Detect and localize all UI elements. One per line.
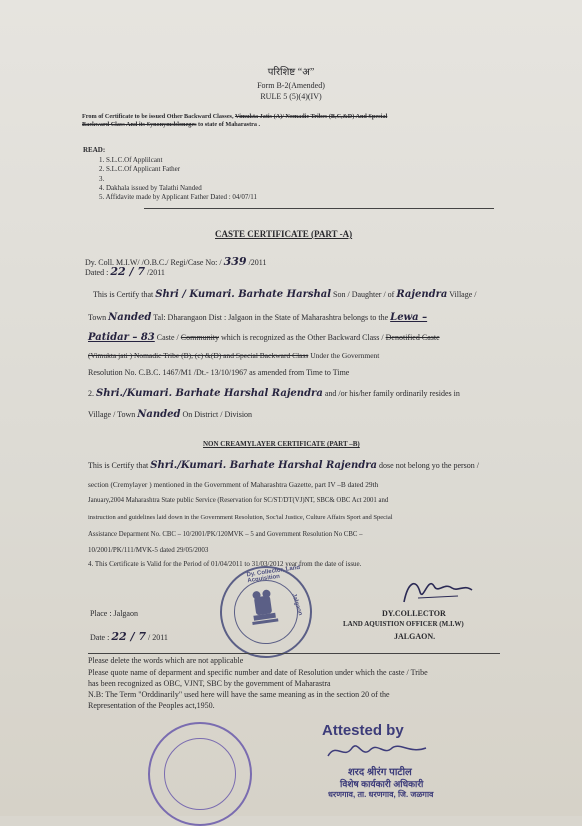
date-handwritten: 22 / 7 [111,630,146,643]
para-text: Town [88,313,107,322]
note-line: has been recognized as OBC, VJNT, SBC by the government of Maharastra [88,679,331,688]
read-item: 1. S.L.C.Of Applilcant [99,156,163,164]
date-label: Date : [90,633,110,642]
applicant-full-name: Shri./Kumari. Barhate Harshal Rajendra [96,388,323,399]
officer-signature-icon [398,572,478,612]
para-text: Tal: Dharangaon Dist : Jalgaon in the State of Maharashtra belongs to the [153,313,389,322]
divider [88,653,500,654]
attestation-seal [148,722,252,826]
marathi-title: परिशिष्ट “अ” [267,67,315,78]
noncreamy-line-2: section (Cremylayer ) mentioned in the Government of Maharashtra Gazette, part IV –B dated 29th [88,480,379,489]
intro-line-1 [82,113,387,120]
struck-text: (Vimukta jati ) Nomadic Tribe (B), (c) &(D) and Special Backward Class [88,351,309,360]
dated-handwritten: 22 / 7 [110,265,145,278]
read-item: 5. Affidavite made by Applicant Father Dated : 04/07/11 [99,193,258,201]
attesting-officer-name: शरद श्रीरंग पाटील [348,767,412,778]
dated-label: Dated : [85,268,109,277]
dated-line [85,265,165,278]
caste-name: Lewa – [390,312,428,323]
note-line: Representation of the Peoples act,1950. [88,701,215,710]
officer-title: DY.COLLECTOR [382,609,446,618]
issue-date-line [90,630,168,643]
para-number: 2. [88,389,94,398]
attesting-officer-designation: विशेष कार्यकारी अधिकारी [340,779,424,789]
read-item: 3. [99,175,105,183]
para-text: and /or his/her family ordinarily resides in [324,389,460,398]
case-year: /2011 [248,258,267,267]
seal-ring-text: Dy. Collector, Land Acquisition [246,564,301,585]
town-name: Nanded [137,409,181,420]
noncreamy-line-4: instruction and guidelines laid down in the Government Resolution, Soc'ial Justice, Culture Affairs Sport and Special [88,514,393,521]
para-text: dose not belong yo the person / [379,461,480,470]
form-number: Form B-2(Amended) [257,81,325,90]
para-text: which is recognized as the Other Backward Class / [221,333,384,342]
caste-para-line-1 [93,289,477,300]
para-text: This is Certify that [88,461,149,470]
validity-line: 4. This Certificate is Valid for the Period of 01/04/2011 to 31/03/2012 year from the date of issue. [88,560,362,568]
caste-para-line-7 [88,409,252,420]
intro-struck-text: Vimukta Jatis (A)/ Nomadic Tribes (B,C,&D) And Special [234,113,388,120]
place-line: Place : Jalgaon [90,609,138,618]
noncreamy-line-3: January,2004 Maharashtra State public Service (Reservation for SC/ST/DT(VJ)NT, SBC& OBC Act 2001 and [88,497,389,504]
noncreamy-line-6: 10/2001/PK/111/MVK-5 dated 29/05/2003 [88,546,209,554]
caste-certificate-title: CASTE CERTIFICATE (PART -A) [215,229,353,239]
intro-text: to state of Maharastra . [198,121,261,128]
struck-text: Denotified Caste [385,333,440,342]
para-text: Village / [449,290,477,299]
officer-location: JALGAON. [394,632,436,641]
para-text: Caste / [156,333,179,342]
caste-para-line-6 [88,388,460,399]
official-seal [214,560,318,664]
noncreamy-line-1 [88,460,479,471]
noncreamy-line-5: Assistance Deparment No. CBC – 10/2001/PK/120MVK – 5 and Government Resolution No CBC – [88,531,363,538]
caste-para-line-5: Resolution No. C.B.C. 1467/M1 /Dt.- 13/10/1967 as amended from Time to Time [88,368,350,377]
para-text: This is Certify that [93,290,154,299]
seal-side-text: Jalgaon [290,592,303,617]
attestation-seal-inner-ring [164,738,236,810]
date-year: / 2011 [147,633,168,642]
para-text: Village / Town [88,410,136,419]
caste-name: Patidar – 83 [88,332,155,343]
caste-para-line-4 [88,351,379,360]
case-label: Dy. Coll. M.I.W/ /O.B.C./ Regi/Case No: / [85,258,222,267]
rule-number: RULE 5 (5)(4)(IV) [260,92,322,101]
father-name: Rajendra [396,289,448,300]
applicant-name: Shri / Kumari. Barhate Harshal [155,289,332,300]
dated-year: /2011 [146,268,165,277]
intro-text: From of Certificate to be issued Other Backward Classes, [82,113,234,120]
divider [144,208,494,209]
intro-struck-text: Backward Class And its Synonymsbloneges [82,121,197,128]
intro-line-2 [82,121,260,128]
caste-para-line-2 [88,312,427,323]
officer-designation: LAND AQUISTION OFFICER (M.I.W) [343,620,464,628]
town-name: Nanded [108,312,152,323]
read-item: 2. S.L.C.Of Applicant Father [99,165,181,173]
note-line: N.B: The Term "Orddinarily" used here will have the same meaning as in the section 20 of the [88,690,390,699]
attest-signature-icon [322,738,432,764]
struck-text: Community [180,333,220,342]
caste-para-line-3 [88,332,440,343]
para-text: Son / Daughter / of [333,290,395,299]
case-number: 339 [223,255,247,268]
note-line: Please quote name of deparment and specific number and date of Resolution under which the caste / Tribe [88,668,428,677]
read-item: 4. Dakhala issued by Talathi Nanded [99,184,202,192]
applicant-full-name: Shri./Kumari. Barhate Harshal Rajendra [150,460,378,471]
non-creamy-title: NON CREAMYLAYER CERTIFICATE (PART –B) [203,440,360,448]
note-line: Please delete the words which are not applicable [88,656,244,665]
para-text: Under the Government [310,351,380,360]
para-text: On District / Division [182,410,253,419]
attested-by-label: Attested by [322,722,404,739]
attesting-officer-location: धरणगाव, ता. धरणगाव, जि. जळगाव [328,790,434,799]
read-label: READ: [83,146,106,154]
